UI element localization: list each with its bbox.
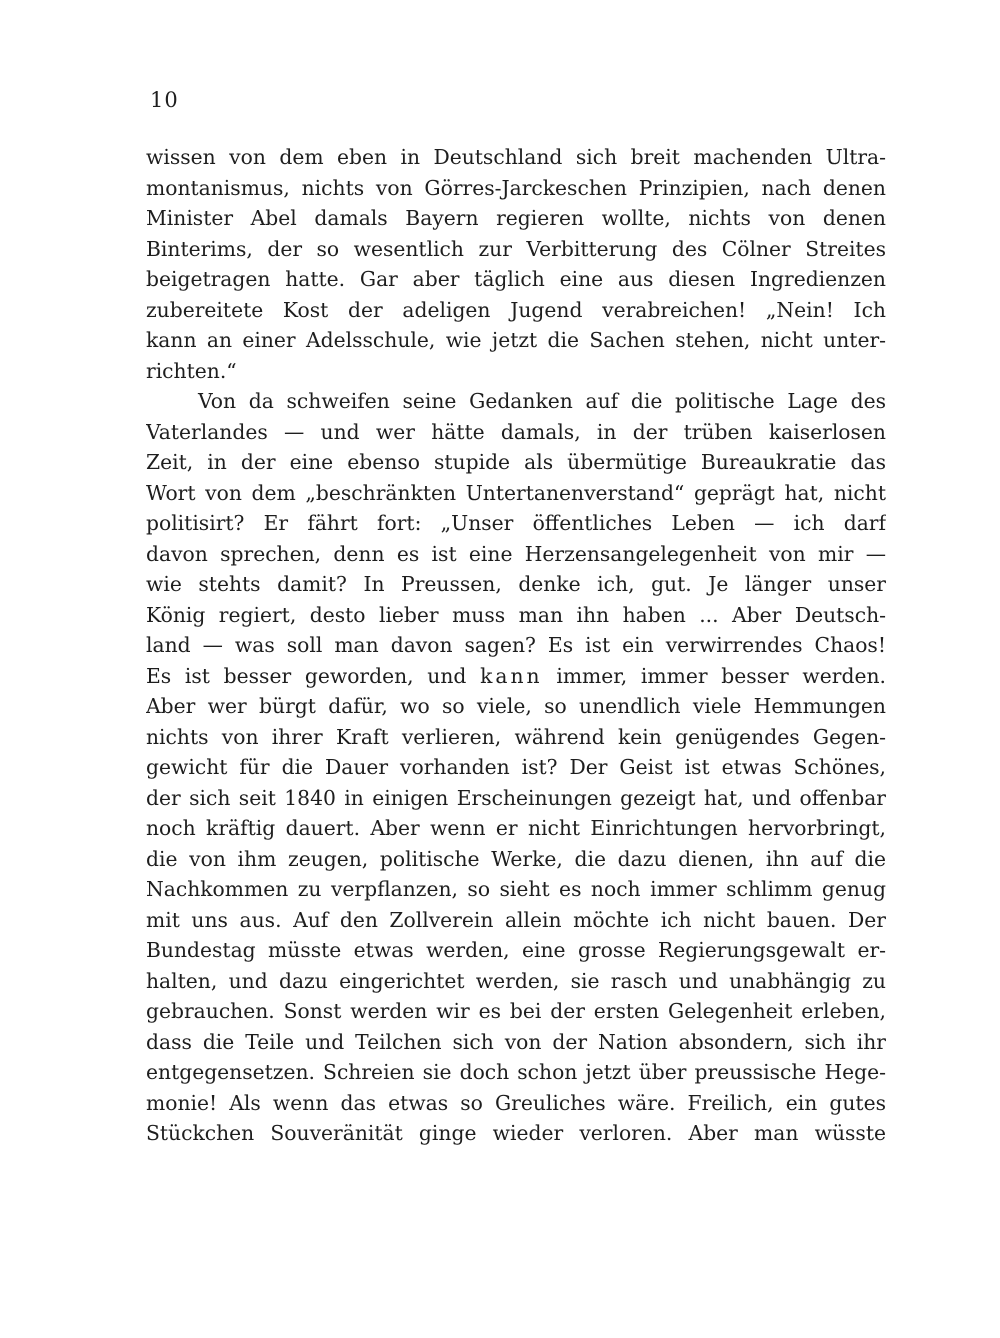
text-segment: Es ist besser geworden, und (146, 663, 467, 688)
text-line: der sich seit 1840 in einigen Erscheinungen gezeigt hat, und offenbar (146, 785, 886, 810)
text-line: König regiert, desto lieber muss man ihn haben ... Aber Deutsch- (146, 602, 886, 627)
text-line: dass die Teile und Teilchen sich von der Nation absondern, sich ihr (146, 1029, 886, 1054)
text-line: Binterims, der so wesentlich zur Verbitterung des Cölner Streites (146, 236, 886, 261)
text-line-with-emphasis (146, 661, 886, 692)
text-line: Wort von dem „beschränkten Untertanenverstand“ geprägt hat, nicht (146, 480, 886, 505)
text-line: Bundestag müsste etwas werden, eine grosse Regierungsgewalt er- (146, 938, 886, 962)
text-segment: immer, immer besser werden. (556, 663, 886, 688)
text-line: beigetragen hatte. Gar aber täglich eine aus diesen Ingredienzen (146, 267, 886, 291)
page-number: 10 (150, 88, 179, 112)
text-line: mit uns aus. Auf den Zollverein allein möchte ich nicht bauen. Der (146, 907, 886, 932)
text-line: monie! Als wenn das etwas so Greuliches wäre. Freilich, ein gutes (146, 1090, 886, 1115)
text-line: halten, und dazu eingerichtet werden, sie rasch und unabhängig zu (146, 968, 886, 993)
text-line: Zeit, in der eine ebenso stupide als übermütige Bureaukratie das (146, 450, 886, 474)
text-line: entgegensetzen. Schreien sie doch schon jetzt über preussische Hege- (146, 1060, 886, 1084)
text-line: zubereitete Kost der adeligen Jugend verabreichen! „Nein! Ich (146, 297, 886, 322)
text-line: gebrauchen. Sonst werden wir es bei der ersten Gelegenheit erleben, (146, 999, 886, 1023)
text-line: Aber wer bürgt dafür, wo so viele, so unendlich viele Hemmungen (146, 694, 886, 718)
text-line: montanismus, nichts von Görres-Jarckeschen Prinzipien, nach denen (146, 175, 886, 200)
text-line: gewicht für die Dauer vorhanden ist? Der Geist ist etwas Schönes, (146, 755, 886, 779)
paragraph-start-line: Von da schweifen seine Gedanken auf die politische Lage des (198, 389, 886, 413)
text-line: Minister Abel damals Bayern regieren wollte, nichts von denen (146, 206, 886, 230)
text-line: Vaterlandes — und wer hätte damals, in der trüben kaiserlosen (146, 419, 886, 444)
text-line: richten.“ (146, 358, 237, 383)
text-line: wissen von dem eben in Deutschland sich breit machenden Ultra- (146, 145, 886, 169)
body-text (146, 142, 886, 1149)
text-line: kann an einer Adelsschule, wie jetzt die Sachen stehen, nicht unter- (146, 328, 886, 352)
text-line: land — was soll man davon sagen? Es ist ein verwirrendes Chaos! (146, 633, 886, 657)
text-line: wie stehts damit? In Preussen, denke ich, gut. Je länger unser (146, 572, 886, 596)
text-line: Stückchen Souveränität ginge wieder verloren. Aber man wüsste (146, 1121, 886, 1145)
text-line: politisirt? Er fährt fort: „Unser öffentliches Leben — ich darf (146, 511, 886, 535)
text-line: die von ihm zeugen, politische Werke, die dazu dienen, ihn auf die (146, 846, 886, 871)
text-line: noch kräftig dauert. Aber wenn er nicht Einrichtungen hervorbringt, (146, 816, 886, 840)
text-line: nichts von ihrer Kraft verlieren, während kein genügendes Gegen- (146, 724, 886, 749)
emphasized-word: kann (480, 663, 543, 688)
text-line: davon sprechen, denn es ist eine Herzensangelegenheit von mir — (146, 541, 886, 566)
text-line: Nachkommen zu verpflanzen, so sieht es noch immer schlimm genug (146, 877, 886, 901)
